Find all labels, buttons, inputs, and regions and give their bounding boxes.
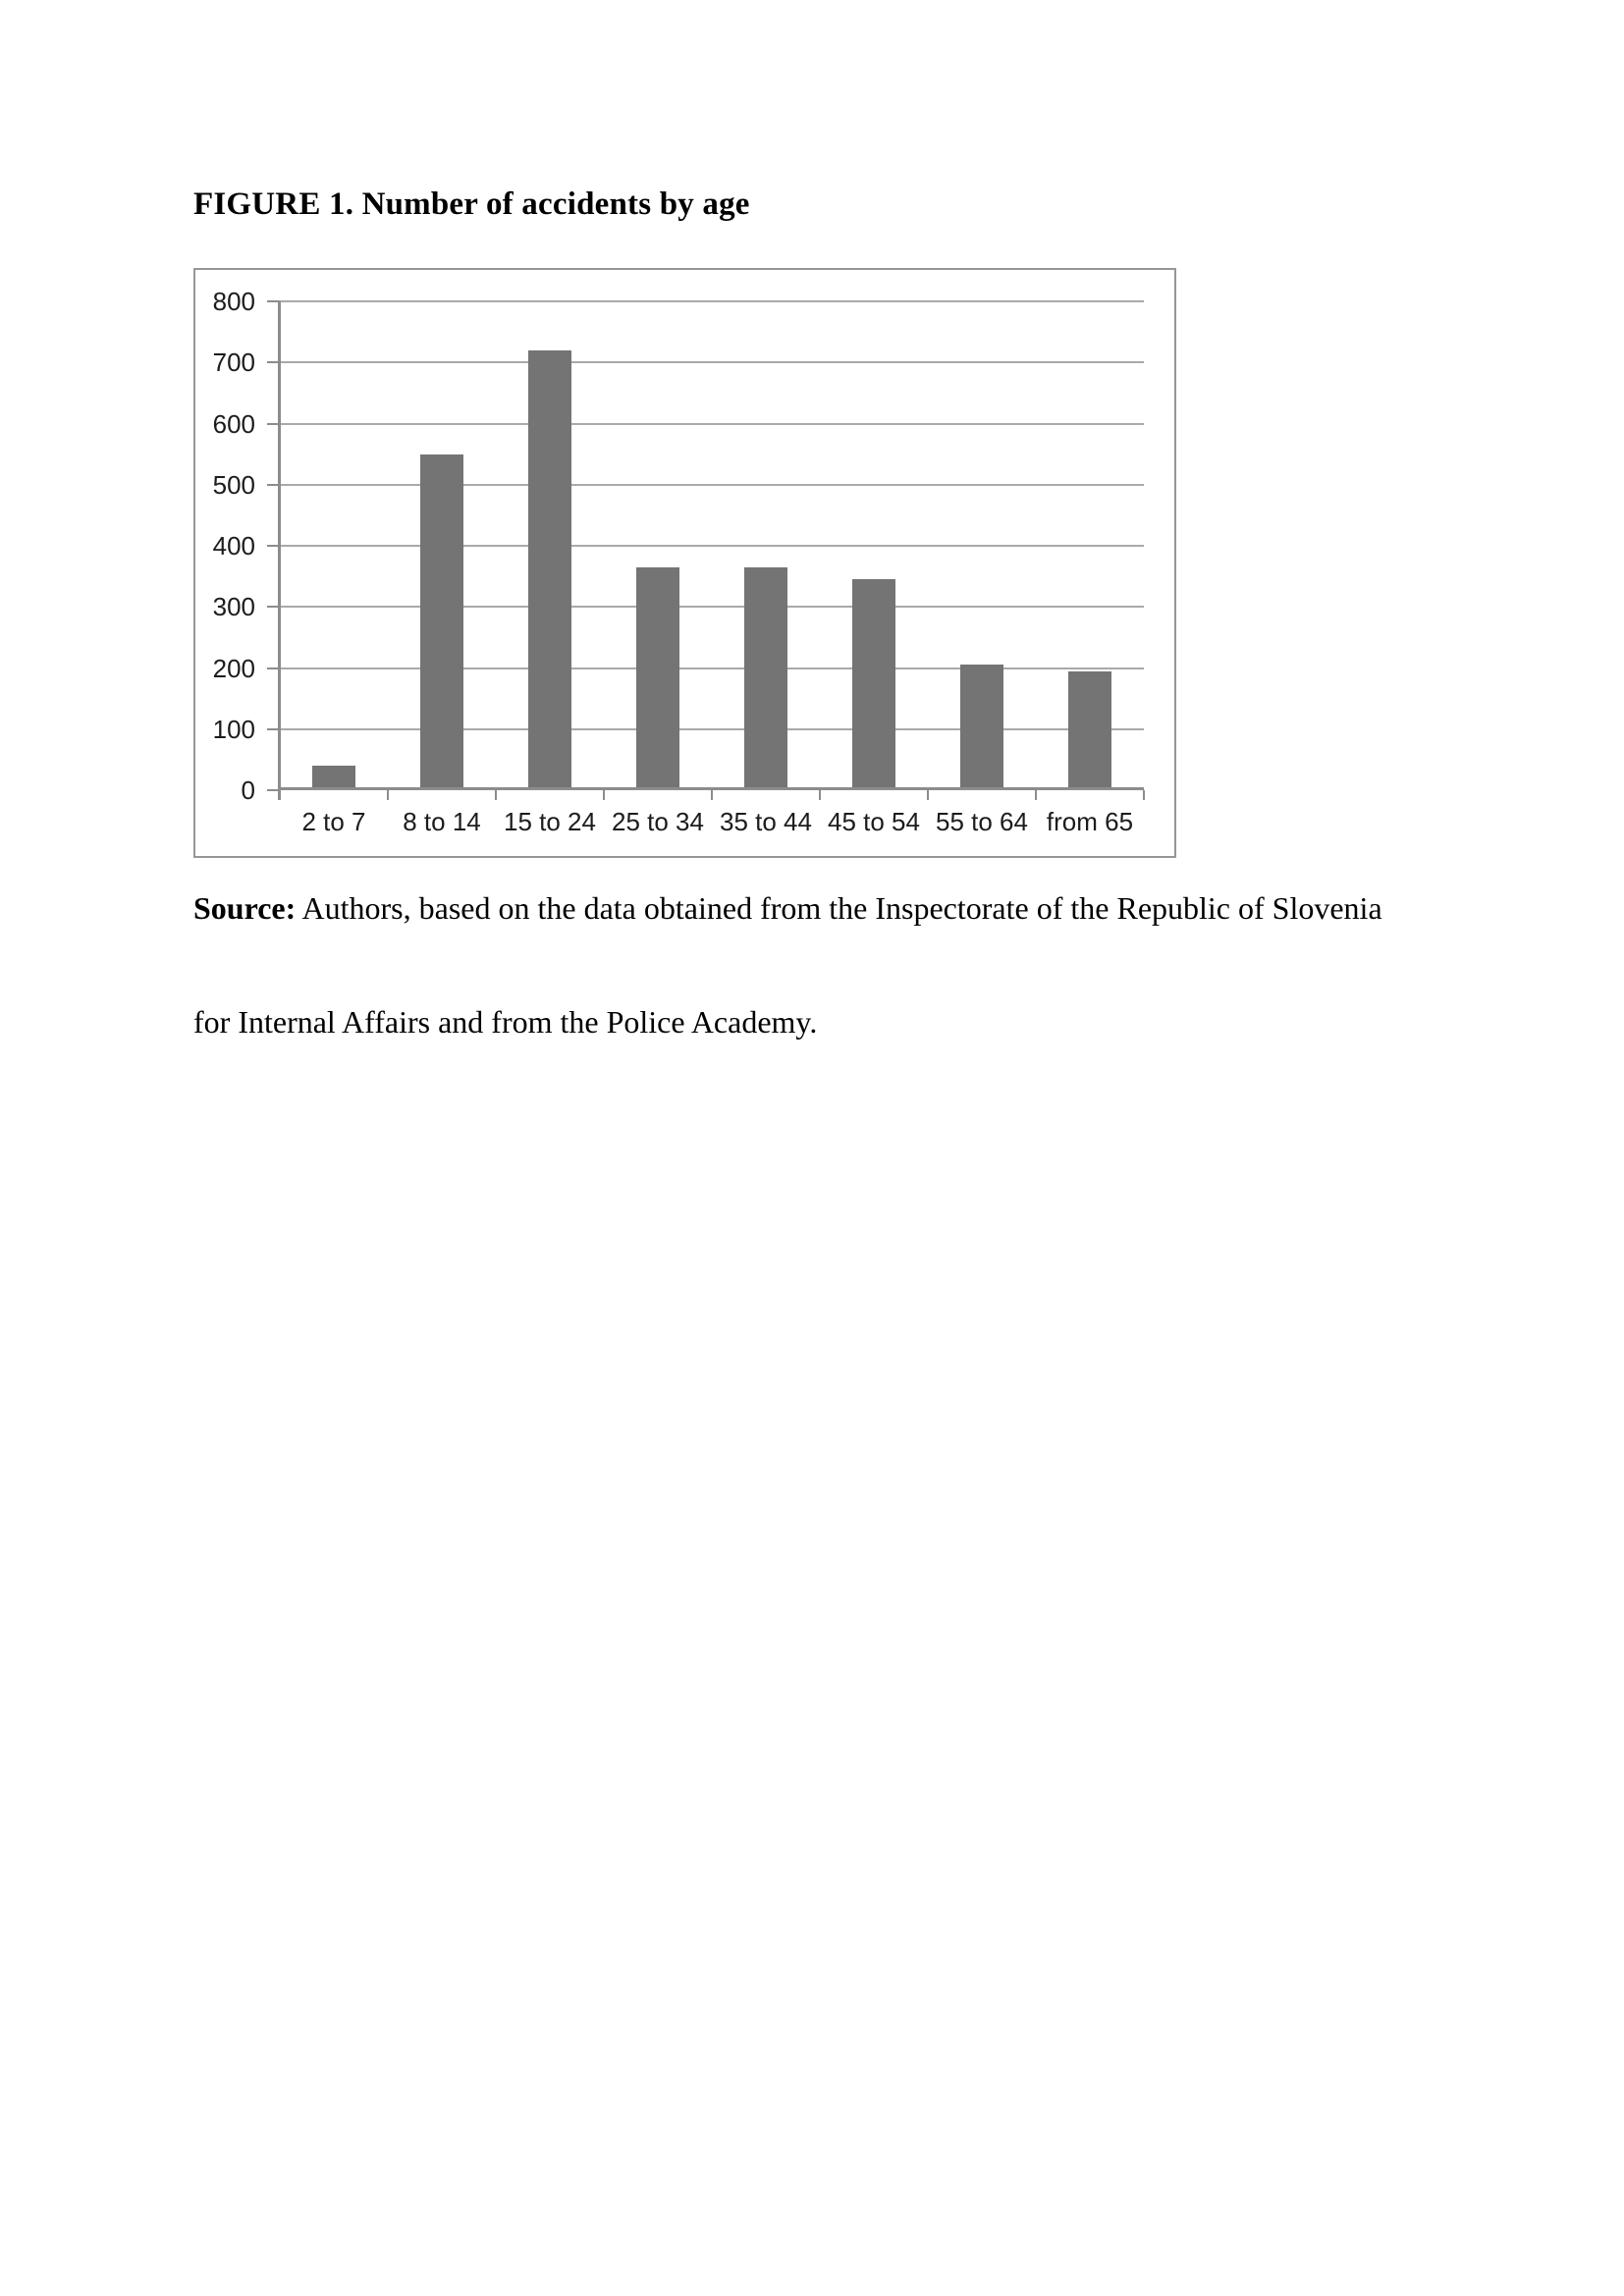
x-axis-tick — [1143, 790, 1145, 800]
x-axis-tick — [927, 790, 929, 800]
bar-55-to-64 — [960, 665, 1003, 790]
bar-8-to-14 — [420, 454, 463, 790]
bar-15-to-24 — [528, 350, 571, 790]
gridline — [280, 300, 1144, 302]
x-axis-tick — [1035, 790, 1037, 800]
y-axis-label: 600 — [212, 408, 255, 439]
source-note-line-1 — [193, 888, 1470, 928]
source-note-text-2: for Internal Affairs and from the Police Academy. — [193, 1004, 818, 1040]
x-axis-label: 25 to 34 — [612, 807, 704, 836]
bar-45-to-54 — [852, 579, 895, 790]
x-axis-label: 55 to 64 — [936, 807, 1028, 836]
x-axis-tick — [711, 790, 713, 800]
x-axis-label: from 65 — [1046, 807, 1134, 836]
y-axis-label: 800 — [212, 287, 255, 316]
y-axis-label: 200 — [212, 653, 255, 683]
x-axis-tick — [279, 790, 281, 800]
x-axis-label: 45 to 54 — [828, 807, 920, 836]
bar-from-65 — [1068, 671, 1111, 790]
gridline — [280, 606, 1144, 608]
y-axis-label: 400 — [212, 531, 255, 561]
y-axis-label: 0 — [241, 775, 255, 805]
bar-25-to-34 — [636, 567, 679, 790]
gridline — [280, 667, 1144, 669]
figure-title: FIGURE 1. Number of accidents by age — [193, 187, 750, 222]
source-note-line-2 — [193, 1002, 1470, 1041]
accidents-by-age-chart — [193, 268, 1176, 858]
x-axis-tick — [819, 790, 821, 800]
y-axis-label: 300 — [212, 592, 255, 622]
gridline — [280, 728, 1144, 730]
source-note-text-1: Authors, based on the data obtained from the Inspectorate of the Republic of Slovenia — [296, 890, 1382, 926]
y-axis-label: 700 — [212, 347, 255, 378]
y-axis-label: 100 — [212, 714, 255, 744]
x-axis-tick — [495, 790, 497, 800]
plot-area — [212, 287, 1144, 836]
x-axis-label: 15 to 24 — [504, 807, 596, 836]
gridline — [280, 361, 1144, 363]
x-axis-label: 35 to 44 — [720, 807, 812, 836]
gridline — [280, 545, 1144, 547]
gridline — [280, 423, 1144, 425]
y-axis-line — [278, 301, 281, 800]
x-axis-label: 8 to 14 — [403, 807, 481, 836]
source-label: Source: — [193, 890, 297, 926]
bar-35-to-44 — [744, 567, 787, 790]
y-axis-label: 500 — [212, 469, 255, 500]
gridline — [280, 484, 1144, 486]
x-axis-tick — [603, 790, 605, 800]
x-axis-label: 2 to 7 — [301, 807, 366, 836]
x-axis-tick — [387, 790, 389, 800]
source-note — [193, 888, 1470, 1041]
